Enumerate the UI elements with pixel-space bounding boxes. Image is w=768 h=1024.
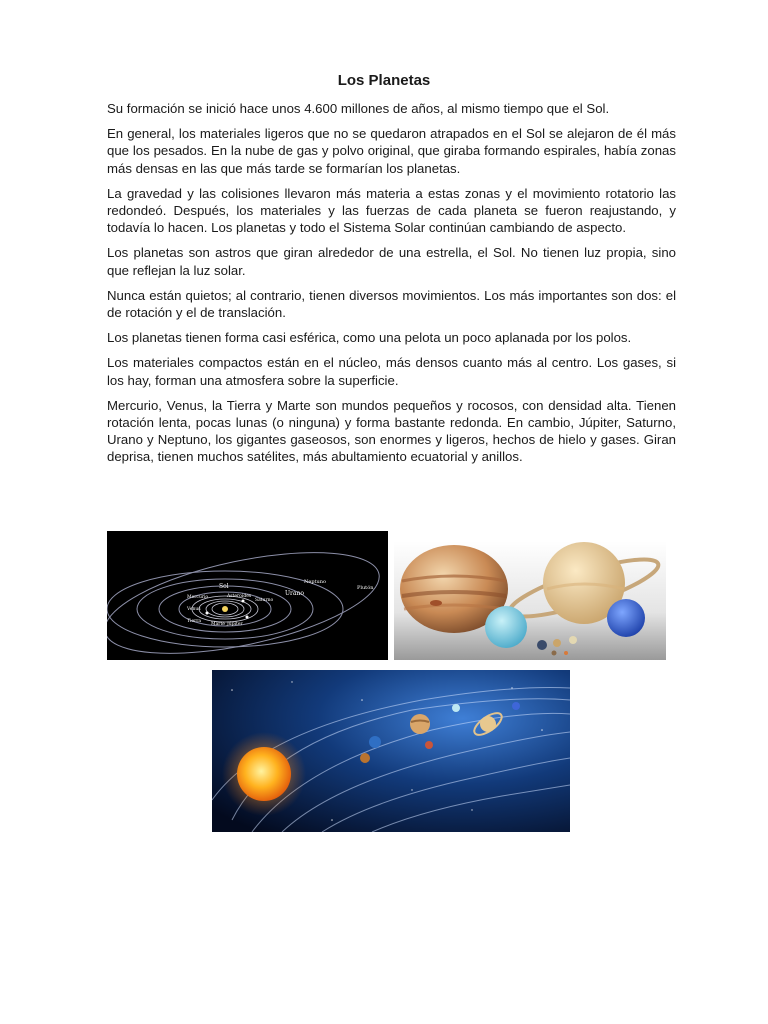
page-title: Los Planetas xyxy=(337,72,431,89)
label-venus: Venus xyxy=(187,607,201,612)
label-saturno: Saturno xyxy=(255,598,274,603)
paragraph: Nunca están quietos; al contrario, tienen diversos movimientos. Los más importantes son dos: el de rotación y el de translación. xyxy=(107,287,676,321)
paragraph: Su formación se inició hace unos 4.600 millones de años, al mismo tiempo que el Sol. xyxy=(107,101,610,116)
label-urano: Urano xyxy=(285,590,304,597)
document-body xyxy=(107,100,676,474)
label-tierra: Tierra xyxy=(187,619,202,624)
label-marte: Marte xyxy=(211,622,225,627)
paragraph: En general, los materiales ligeros que no se quedaron atrapados en el Sol se alejaron de él más que los pesados. En la nube de gas y polvo original, que giraba formando espirales, había zonas más densas en las que más tarde se formarían los planetas. xyxy=(107,126,676,176)
paragraph: La gravedad y las colisiones llevaron más materia a estas zonas y el movimiento rotatorio las redondeó. Después, los materiales y las fuerzas de cada planeta se fueron reajustando, y todavía lo hacen. Los planetas y todo el Sistema Solar continúan cambiando de aspecto. xyxy=(107,185,676,236)
label-mercurio: Mercurio xyxy=(187,595,209,600)
label-pluton: Plutón xyxy=(357,585,374,591)
paragraph: Los planetas son astros que giran alrededor de una estrella, el Sol. No tienen luz propia, sino que reflejan la luz solar. xyxy=(107,245,676,278)
label-neptuno: Neptuno xyxy=(304,579,326,585)
orbit-diagram-image xyxy=(107,531,388,660)
paragraph: Mercurio, Venus, la Tierra y Marte son mundos pequeños y rocosos, con densidad alta. Tienen rotación lenta, pocas lunas (o ninguna) y forma bastante redonda. En cambio, Júpiter, Saturno, Urano y Neptuno, los gigantes gaseosos, son enormes y ligeros, hechos de hielo y gases. Giran deprisa, tienen muchos satélites, más abultamiento ecuatorial y anillos. xyxy=(107,397,676,465)
planets-render-image xyxy=(394,541,666,660)
label-jupiter: Júpiter xyxy=(227,622,243,627)
paragraph: Los materiales compactos están en el núcleo, más densos cuanto más al centro. Los gases, si los hay, forman una atmosfera sobre la superficie. xyxy=(107,355,676,388)
paragraph: Los planetas tienen forma casi esférica, como una pelota un poco aplanada por los polos. xyxy=(107,330,632,346)
label-asteroides: Asteroides xyxy=(227,594,252,599)
label-sol: Sol xyxy=(219,583,229,590)
solar-system-image xyxy=(212,670,570,832)
